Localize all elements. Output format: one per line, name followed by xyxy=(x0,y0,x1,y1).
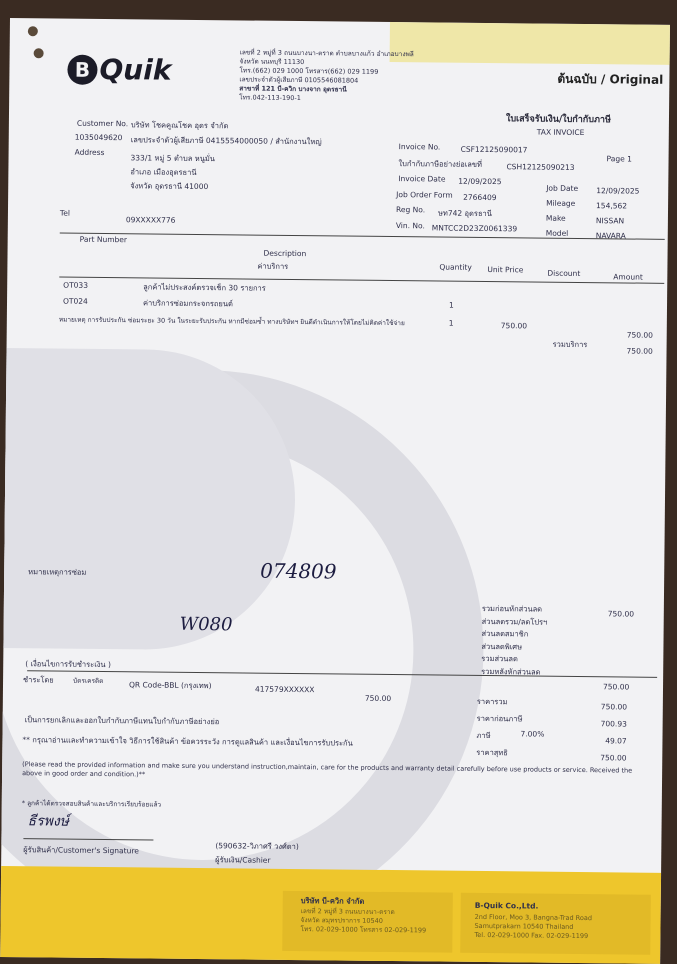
company-address: เลขที่ 2 หมู่ที่ 3 ถนนบางนา-ตราด ตำบลบางแก้ว อำเภอบางพลี จังหวัด นนทบุรี 11130 โทร.(662) 029 1000 โทรสาร(662) 029 1199 เลขประจำตัวผู้เสียภาษี 0105546081804 สาขาที่ 121 บี-ควิก บางจาก อุดรธานี โทร.042-113-190-1 xyxy=(239,48,414,103)
model-value: NAVARA xyxy=(595,231,626,241)
reg-no-value: ษท742 อุดรธานี xyxy=(437,208,492,219)
job-date-value: 12/09/2025 xyxy=(596,186,640,196)
carbon-copy-edge xyxy=(390,22,670,65)
col-discount: Discount xyxy=(547,268,581,278)
payment-amount: 750.00 xyxy=(364,693,392,704)
invoice-date-value: 12/09/2025 xyxy=(458,176,502,187)
payment-heading: ( เงื่อนไขการรับชำระเงิน ) xyxy=(25,659,111,670)
punch-hole xyxy=(28,26,38,36)
invoice-paper xyxy=(0,18,670,964)
note-cancel: เป็นการยกเลิกและออกใบกำกับภาษีแทนใบกำกับภาษีอย่างย่อ xyxy=(24,715,220,727)
row-desc: ค่าบริการซ่อมกระจกรถยนต์ xyxy=(142,298,233,309)
repair-note-label: หมายเหตุการซ่อม xyxy=(28,567,87,577)
col-part-number: Part Number xyxy=(79,234,128,245)
customer-no-value: 1035049620 xyxy=(74,132,123,143)
make-label: Make xyxy=(545,213,566,223)
doc-title-en: TAX INVOICE xyxy=(536,127,585,138)
cashier-label: ผู้รับเงิน/Cashier xyxy=(215,855,271,865)
card-number: 417579XXXXXX xyxy=(254,684,315,695)
customer-name: บริษัท โชคคูณโชค อุดร จำกัด xyxy=(130,120,229,131)
tel-value: 09XXXXX776 xyxy=(125,215,176,225)
customer-tax-id: เลขประจำตัวผู้เสียภาษี 0415554000050 / สำนักงานใหญ่ xyxy=(130,135,322,147)
row-amount: 750.00 xyxy=(626,330,654,340)
footer-address-thai: เลขที่ 2 หมู่ที่ 3 ถนนบางนา-ตราด จังหวัด สมุทรปราการ 10540 โทร. 02-029-1000 โทรสาร 02-029-1199 xyxy=(300,907,427,935)
subtotal-value: 750.00 xyxy=(607,609,635,619)
group-label: ค่าบริการ xyxy=(257,261,289,271)
cashier-name: (590632-วิภาศรี วงศ์ดา) xyxy=(215,841,299,852)
col-unit-price: Unit Price xyxy=(487,265,524,275)
row-price: 750.00 xyxy=(500,321,528,331)
reg-no-label: Reg No. xyxy=(395,205,426,215)
page-label: Page 1 xyxy=(606,154,632,164)
vat-rate: 7.00% xyxy=(520,729,545,739)
payment-method: บัตรเครดิต xyxy=(73,676,104,686)
customer-no-label: Customer No. xyxy=(76,118,129,129)
table-row: OT033 xyxy=(63,280,89,290)
summary-labels: รวมก่อนหักส่วนลด ส่วนลดรวม/ลดโปรฯ ส่วนลดสมาชิก ส่วนลดพิเศษ รวมส่วนลด รวมหลังหักส่วนลด xyxy=(481,603,548,677)
customer-signature: ธีรพงษ์ xyxy=(27,813,70,830)
totals-values: 750.00 700.93 49.07 750.00 xyxy=(600,702,628,763)
row-qty: 1 xyxy=(448,300,454,310)
job-date-label: Job Date xyxy=(546,183,579,193)
col-amount: Amount xyxy=(613,272,643,282)
bquik-logo: B Quik xyxy=(67,53,171,87)
b-logo-icon: B xyxy=(67,54,97,84)
invoice-no-label: Invoice No. xyxy=(398,142,441,152)
tel-label: Tel xyxy=(59,208,71,218)
note-received: * ลูกค้าได้ตรวจสอบสินค้าและบริการเรียบร้อยแล้ว xyxy=(21,799,162,809)
service-total-label: รวมบริการ xyxy=(552,339,588,350)
tax-ref-label: ใบกำกับภาษีอย่างย่อเลขที่ xyxy=(398,159,483,169)
after-discount-value: 750.00 xyxy=(602,682,630,692)
make-value: NISSAN xyxy=(595,216,625,226)
tax-ref-value: CSH12125090213 xyxy=(506,162,575,172)
col-description: Description xyxy=(263,248,307,259)
service-total-value: 750.00 xyxy=(626,346,653,356)
table-row: OT024 xyxy=(62,296,88,306)
doc-title-thai: ใบเสร็จรับเงิน/ใบกำกับภาษี xyxy=(505,114,611,126)
handwritten-number: 074809 xyxy=(260,558,337,584)
note-english: (Please read the provided information and make sure you understand instruction,maintain, care for the products and warranty detail carefully before use products or service. Received the above in good order and condition.)** xyxy=(22,760,633,779)
col-quantity: Quantity xyxy=(439,262,472,272)
warranty-remark: หมายเหตุ การรับประกัน ซ่อมระยะ 30 วัน ในระยะรับประกัน หากมีซ่อมซ้ำ ทางบริษัทฯ ยินดีดำเนินการให้โดยไม่คิดค่าใช้จ่าย xyxy=(58,315,405,328)
footer-company-thai: บริษัท บี-ควิก จำกัด xyxy=(300,896,365,906)
table-top-line xyxy=(60,233,665,240)
mileage-value: 154,562 xyxy=(596,201,628,211)
customer-signature-label: ผู้รับสินค้า/Customer's Signature xyxy=(23,845,139,856)
mileage-label: Mileage xyxy=(546,198,576,208)
paid-by-label: ชำระโดย xyxy=(23,675,54,685)
footer-company-en: B-Quik Co.,Ltd. xyxy=(474,900,539,911)
punch-hole xyxy=(34,48,44,58)
job-order-value: 2766409 xyxy=(463,192,497,203)
customer-address: 333/1 หมู่ 5 ตำบล หนูมั่น อำเภอ เมืองอุดรธานี จังหวัด อุดรธานี 41000 xyxy=(130,153,215,192)
model-label: Model xyxy=(545,228,569,238)
footer-address-en: 2nd Floor, Moo 3, Bangna-Trad Road Samutprakarn 10540 Thailand Tel. 02-029-1000 Fax. 02-029-1199 xyxy=(474,912,593,941)
note-read: ** กรุณาอ่านและทำความเข้าใจ วิธีการใช้สินค้า ข้อควรระวัง การดูแลสินค้า และเงื่อนไขการรับประกัน xyxy=(22,735,353,748)
invoice-date-label: Invoice Date xyxy=(398,174,446,184)
totals-labels: ราคารวม ราคาก่อนภาษี ภาษี ราคาสุทธิ xyxy=(476,696,523,758)
handwritten-code: W080 xyxy=(179,613,233,636)
original-label: ต้นฉบับ / Original xyxy=(557,71,664,87)
invoice-no-value: CSF12125090017 xyxy=(460,144,528,155)
address-label: Address xyxy=(74,147,105,157)
footer-band xyxy=(0,866,661,964)
vin-label: Vin. No. xyxy=(395,221,425,231)
vin-value: MNTCC2D23Z0061339 xyxy=(431,223,518,234)
payment-channel: QR Code-BBL (กรุงเทพ) xyxy=(128,680,212,691)
row-qty: 1 xyxy=(448,318,454,328)
job-order-label: Job Order Form xyxy=(396,190,453,200)
row-desc: ลูกค้าไม่ประสงค์ตรวจเช็ก 30 รายการ xyxy=(143,282,266,293)
